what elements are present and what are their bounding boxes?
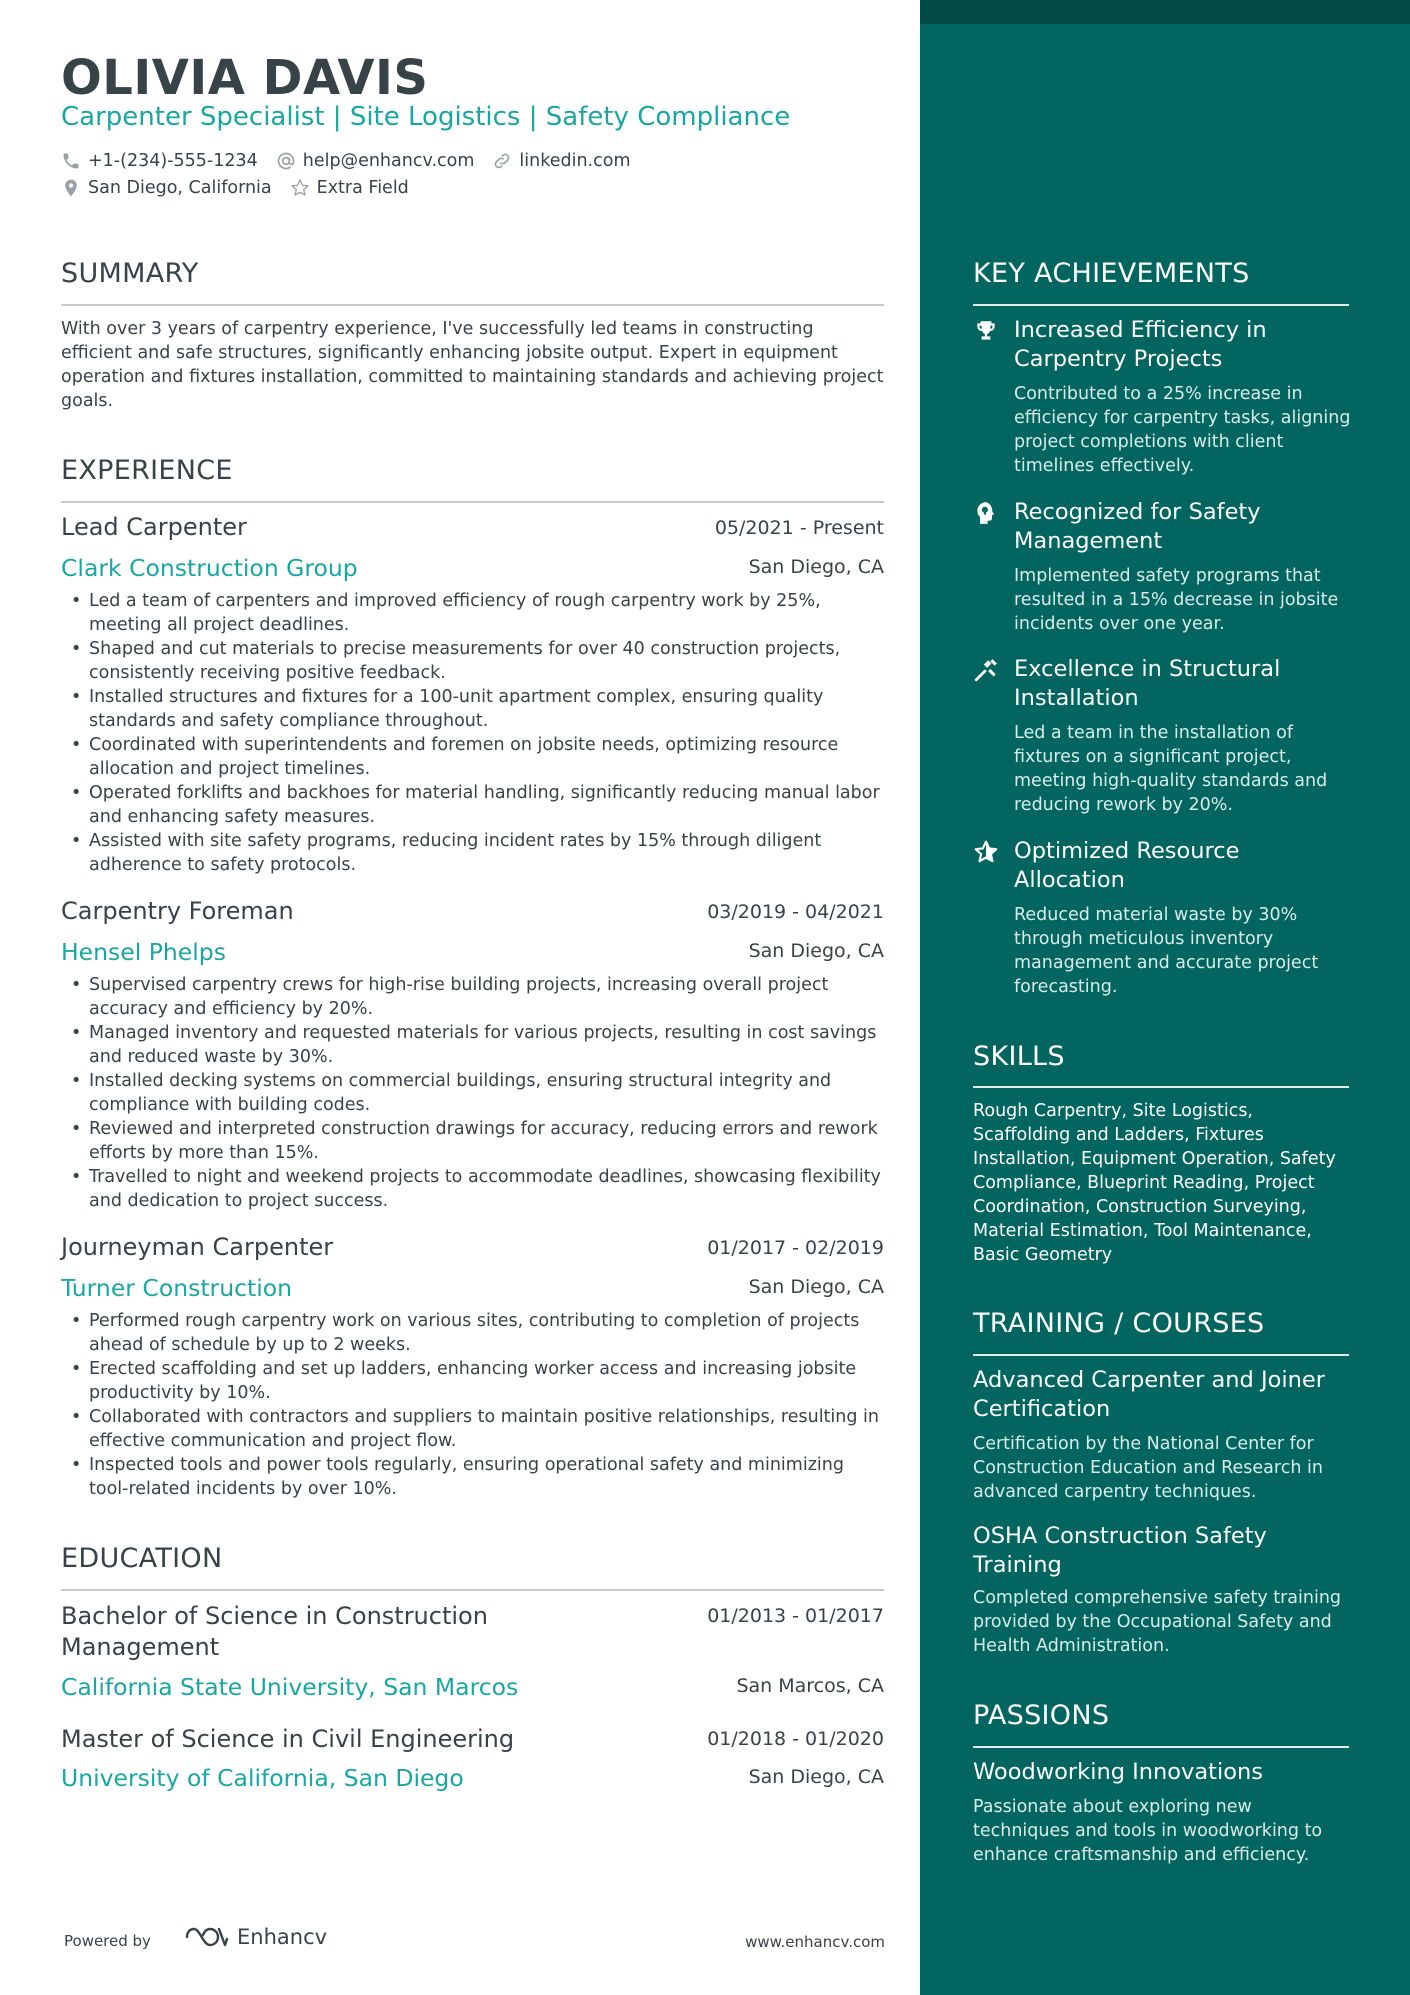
skills-title: SKILLS <box>973 1041 1065 1072</box>
bullet-item: • Shaped and cut materials to precise measurements for over 40 construction projects, consistently receiving positive feedback. <box>61 637 884 685</box>
extra-text: Extra Field <box>316 178 409 198</box>
training-item-title: OSHA Construction Safety Training <box>973 1523 1267 1578</box>
enhancv-logo-icon <box>183 1924 229 1950</box>
skills-text: Rough Carpentry, Site Logistics, Scaffolding and Ladders, Fixtures Installation, Equipment Operation, Safety Compliance, Blueprint Reading, Project Coordination, Construction Surveying, Material Estimation, Tool Maintenance, Basic Geometry <box>973 1101 1336 1265</box>
achievement-title: Recognized for Safety Management <box>1014 499 1261 554</box>
achievement-desc: Implemented safety programs that resulted in a 15% decrease in jobsite incidents over one year. <box>1014 566 1339 634</box>
contact-row-2 <box>61 178 427 198</box>
map-pin-icon <box>61 178 81 198</box>
job-bullets <box>61 589 884 877</box>
bullet-item: • Installed structures and fixtures for a 100-unit apartment complex, ensuring quality standards and safety compliance throughout. <box>61 685 884 733</box>
achievement-title: Increased Efficiency in Carpentry Projects <box>1014 317 1267 372</box>
bullet-item: • Collaborated with contractors and suppliers to maintain positive relationships, resulting in effective communication and project flow. <box>61 1405 884 1453</box>
bullet-item: • Supervised carpentry crews for high-rise building projects, increasing overall project accuracy and efficiency by 20%. <box>61 973 884 1021</box>
school-name[interactable]: California State University, San Marcos <box>61 1673 519 1701</box>
training-item-desc: Certification by the National Center for Construction Education and Research in advanced carpentry techniques. <box>973 1434 1323 1502</box>
bullet-item: • Coordinated with superintendents and foremen on jobsite needs, optimizing resource allocation and project timelines. <box>61 733 884 781</box>
company-name[interactable]: Hensel Phelps <box>61 938 226 966</box>
candidate-name: OLIVIA DAVIS <box>61 50 429 106</box>
achievement-desc: Led a team in the installation of fixtures on a significant project, meeting high-quality standards and reducing rework by 20%. <box>1014 723 1328 815</box>
education-title: EDUCATION <box>61 1543 223 1574</box>
job-title: Carpentry Foreman <box>61 897 294 925</box>
extra-item <box>290 178 409 198</box>
sidebar-top-band <box>920 0 1410 24</box>
experience-title: EXPERIENCE <box>61 455 233 486</box>
job-dates: 03/2019 - 04/2021 <box>707 901 884 923</box>
achievement-desc: Contributed to a 25% increase in efficiency for carpentry tasks, aligning project completions with client timelines effectively. <box>1014 384 1351 476</box>
degree-dates: 01/2018 - 01/2020 <box>707 1728 884 1750</box>
summary-divider <box>61 304 884 306</box>
bullet-item: • Reviewed and interpreted construction drawings for accuracy, reducing errors and rework efforts by more than 15%. <box>61 1117 884 1165</box>
tools-icon <box>973 657 999 683</box>
job-location: San Diego, CA <box>748 556 884 578</box>
bullet-item: • Performed rough carpentry work on various sites, contributing to completion of projects ahead of schedule by up to 2 weeks. <box>61 1309 884 1357</box>
bullet-item: • Managed inventory and requested materials for various projects, resulting in cost savings and reduced waste by 30%. <box>61 1021 884 1069</box>
phone-icon <box>61 151 81 171</box>
achievement-title: Excellence in Structural Installation <box>1014 656 1281 711</box>
email-item <box>276 151 475 171</box>
passions-divider <box>973 1746 1349 1748</box>
powered-by-label: Powered by <box>64 1932 151 1950</box>
bullet-item: • Travelled to night and weekend projects to accommodate deadlines, showcasing flexibility and dedication to project success. <box>61 1165 884 1213</box>
degree-title: Bachelor of Science in Construction Management <box>61 1602 488 1661</box>
location-text: San Diego, California <box>88 178 272 198</box>
head-lightbulb-icon <box>973 500 999 526</box>
phone-text[interactable]: +1-(234)-555-1234 <box>88 151 258 171</box>
job-bullets <box>61 1309 884 1501</box>
company-name[interactable]: Turner Construction <box>61 1274 293 1302</box>
summary-title: SUMMARY <box>61 258 199 289</box>
job-location: San Diego, CA <box>748 940 884 962</box>
location-item <box>61 178 272 198</box>
bullet-item: • Operated forklifts and backhoes for material handling, significantly reducing manual labor and enhancing safety measures. <box>61 781 884 829</box>
achievements-title: KEY ACHIEVEMENTS <box>973 258 1250 289</box>
achievement-title: Optimized Resource Allocation <box>1014 838 1240 893</box>
bullet-item: • Erected scaffolding and set up ladders, enhancing worker access and increasing jobsite productivity by 10%. <box>61 1357 884 1405</box>
headline: Carpenter Specialist | Site Logistics | Safety Compliance <box>61 102 791 132</box>
star-outline-icon <box>290 178 310 198</box>
enhancv-logo[interactable] <box>183 1924 327 1950</box>
email-text[interactable]: help@enhancv.com <box>302 151 475 171</box>
skills-divider <box>973 1086 1349 1088</box>
phone-item <box>61 151 258 171</box>
link-icon <box>492 151 512 171</box>
footer-url[interactable]: www.enhancv.com <box>745 1933 885 1951</box>
contact-row-1 <box>61 151 649 171</box>
education-divider <box>61 1589 884 1591</box>
bullet-item: • Assisted with site safety programs, reducing incident rates by 15% through diligent adherence to safety protocols. <box>61 829 884 877</box>
job-dates: 05/2021 - Present <box>714 517 884 539</box>
training-title: TRAINING / COURSES <box>973 1308 1265 1339</box>
school-location: San Marcos, CA <box>736 1675 884 1697</box>
star-icon <box>973 839 999 865</box>
job-dates: 01/2017 - 02/2019 <box>707 1237 884 1259</box>
bullet-item: • Led a team of carpenters and improved efficiency of rough carpentry work by 25%, meeting all project deadlines. <box>61 589 884 637</box>
job-title: Journeyman Carpenter <box>61 1233 334 1261</box>
passions-title: PASSIONS <box>973 1700 1110 1731</box>
school-name[interactable]: University of California, San Diego <box>61 1764 464 1792</box>
achievement-desc: Reduced material waste by 30% through meticulous inventory management and accurate project forecasting. <box>1014 905 1319 997</box>
linkedin-item <box>492 151 630 171</box>
job-title: Lead Carpenter <box>61 513 247 541</box>
degree-title: Master of Science in Civil Engineering <box>61 1725 515 1753</box>
enhancv-brand: Enhancv <box>237 1925 328 1949</box>
job-location: San Diego, CA <box>748 1276 884 1298</box>
training-item-title: Advanced Carpenter and Joiner Certification <box>973 1367 1325 1422</box>
company-name[interactable]: Clark Construction Group <box>61 554 358 582</box>
passion-title: Woodworking Innovations <box>973 1759 1263 1785</box>
school-location: San Diego, CA <box>748 1766 884 1788</box>
at-icon <box>276 151 296 171</box>
bullet-item: • Installed decking systems on commercial buildings, ensuring structural integrity and compliance with building codes. <box>61 1069 884 1117</box>
linkedin-text[interactable]: linkedin.com <box>519 151 631 171</box>
bullet-item: • Inspected tools and power tools regularly, ensuring operational safety and minimizing tool-related incidents by over 10%. <box>61 1453 884 1501</box>
achievements-divider <box>973 304 1349 306</box>
passion-desc: Passionate about exploring new techniques and tools in woodworking to enhance craftsmanship and efficiency. <box>973 1797 1323 1865</box>
training-divider <box>973 1354 1349 1356</box>
experience-divider <box>61 501 884 503</box>
sidebar <box>920 0 1410 1995</box>
degree-dates: 01/2013 - 01/2017 <box>707 1605 884 1627</box>
trophy-icon <box>973 318 999 344</box>
job-bullets <box>61 973 884 1213</box>
summary-text: With over 3 years of carpentry experience, I've successfully led teams in constructing efficient and safe structures, significantly enhancing jobsite output. Expert in equipment operation and fixtures installation, committed to maintaining standards and achieving project goals. <box>61 319 884 411</box>
training-item-desc: Completed comprehensive safety training provided by the Occupational Safety and Health Administration. <box>973 1588 1342 1656</box>
